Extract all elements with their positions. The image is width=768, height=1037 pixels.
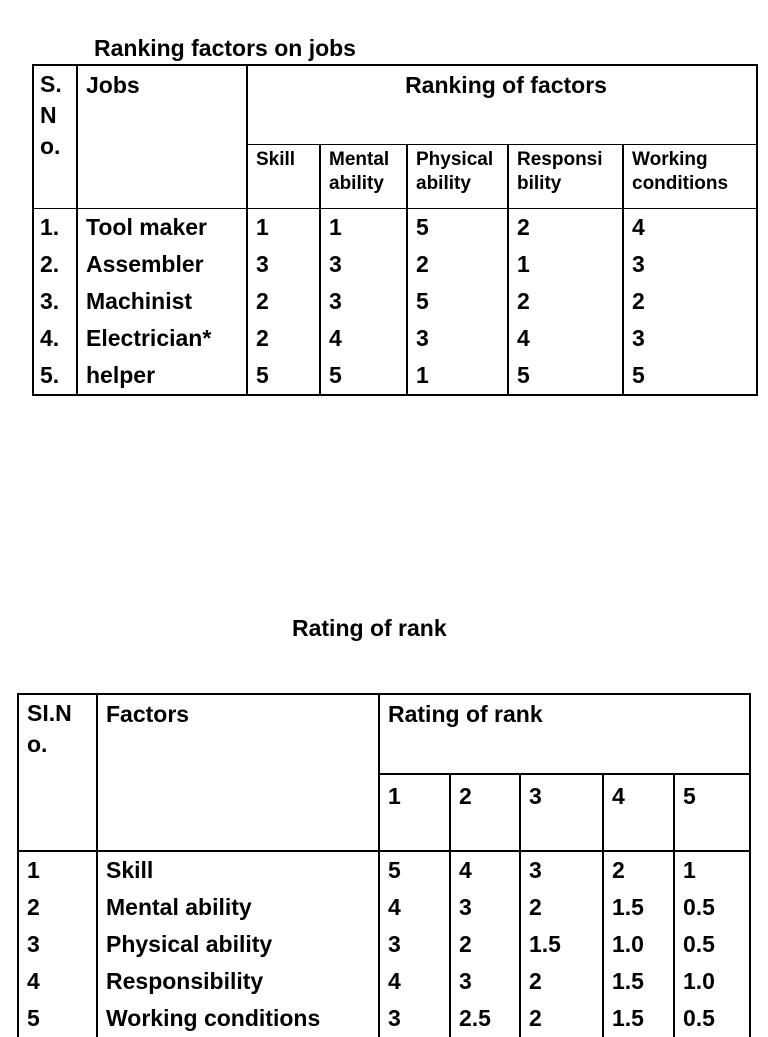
row-factor: Working conditions [97, 1000, 379, 1037]
row-factor: Skill [97, 851, 379, 889]
rating-of-rank-table [17, 693, 751, 1037]
row-sno: 2. [40, 251, 60, 277]
row-value: 4 [623, 209, 757, 247]
row-value: 3 [320, 246, 407, 283]
row-factor: Mental ability [97, 889, 379, 926]
row-value: 2 [508, 209, 623, 247]
sno-header [33, 65, 77, 209]
row-value: 0.5 [674, 926, 750, 963]
row-value: 2 [520, 1000, 603, 1037]
factors-header: Factors [97, 694, 379, 851]
slno-header [18, 694, 97, 851]
row-sno: 5. [40, 362, 60, 388]
table-row [18, 963, 750, 1000]
rank-header-2: 2 [450, 774, 520, 851]
row-value: 4 [508, 320, 623, 357]
jobs-header: Jobs [77, 65, 247, 209]
row-value: 3 [320, 283, 407, 320]
row-value: 2 [520, 889, 603, 926]
table-row [33, 357, 757, 395]
row-value: 2 [247, 283, 320, 320]
row-job: helper [77, 357, 247, 395]
row-sno: 4 [27, 968, 40, 994]
row-value: 3 [247, 246, 320, 283]
ranking-factors-title: Ranking factors on jobs [94, 35, 356, 61]
row-sno: 5 [27, 1005, 40, 1031]
sno-header-label: S. N o. [40, 71, 62, 159]
factor-header-physical-ability: Physical ability [407, 145, 508, 209]
row-value: 0.5 [674, 1000, 750, 1037]
rank-header-4: 4 [603, 774, 674, 851]
table-row [33, 320, 757, 357]
row-value: 1 [508, 246, 623, 283]
ranking-of-factors-header: Ranking of factors [247, 65, 757, 145]
row-value: 2 [450, 926, 520, 963]
row-value: 2 [407, 246, 508, 283]
row-factor: Physical ability [97, 926, 379, 963]
row-value: 0.5 [674, 889, 750, 926]
row-value: 3 [520, 851, 603, 889]
row-value: 1.5 [520, 926, 603, 963]
row-value: 2 [603, 851, 674, 889]
row-value: 1.0 [603, 926, 674, 963]
row-value: 5 [508, 357, 623, 395]
row-value: 5 [379, 851, 450, 889]
row-factor: Responsibility [97, 963, 379, 1000]
table-row [33, 209, 757, 247]
row-value: 4 [379, 963, 450, 1000]
row-value: 3 [379, 926, 450, 963]
factor-header-working-conditions: Working conditions [623, 145, 757, 209]
table-row [18, 889, 750, 926]
table-row [18, 926, 750, 963]
row-value: 2 [623, 283, 757, 320]
rating-of-rank-header: Rating of rank [379, 694, 750, 774]
row-sno: 3 [27, 931, 40, 957]
row-value: 3 [623, 246, 757, 283]
rating-of-rank-title: Rating of rank [292, 615, 447, 641]
row-value: 2 [247, 320, 320, 357]
row-sno: 4. [40, 325, 60, 351]
row-value: 3 [379, 1000, 450, 1037]
factor-header-skill: Skill [247, 145, 320, 209]
row-job: Assembler [77, 246, 247, 283]
factor-header-responsibility: Responsi bility [508, 145, 623, 209]
row-value: 5 [407, 283, 508, 320]
row-value: 2 [508, 283, 623, 320]
row-job: Machinist [77, 283, 247, 320]
rank-header-5: 5 [674, 774, 750, 851]
row-sno: 3. [40, 288, 60, 314]
row-value: 1.5 [603, 1000, 674, 1037]
row-value: 1.5 [603, 889, 674, 926]
row-value: 1 [247, 209, 320, 247]
row-value: 1 [407, 357, 508, 395]
table-row [18, 851, 750, 889]
row-value: 1.0 [674, 963, 750, 1000]
row-value: 2.5 [450, 1000, 520, 1037]
row-value: 4 [320, 320, 407, 357]
row-job: Electrician* [77, 320, 247, 357]
row-value: 2 [520, 963, 603, 1000]
row-value: 3 [407, 320, 508, 357]
row-value: 3 [450, 963, 520, 1000]
table-row [18, 1000, 750, 1037]
row-job: Tool maker [77, 209, 247, 247]
rank-header-1: 1 [379, 774, 450, 851]
rank-header-3: 3 [520, 774, 603, 851]
row-value: 5 [247, 357, 320, 395]
row-value: 4 [450, 851, 520, 889]
row-sno: 2 [27, 894, 40, 920]
row-sno: 1 [18, 851, 97, 889]
slno-header-label: SI.N o. [27, 700, 72, 757]
row-value: 4 [379, 889, 450, 926]
table-row [33, 246, 757, 283]
row-value: 5 [407, 209, 508, 247]
row-value: 3 [623, 320, 757, 357]
row-value: 5 [623, 357, 757, 395]
table-row [33, 283, 757, 320]
row-value: 5 [320, 357, 407, 395]
row-value: 3 [450, 889, 520, 926]
row-value: 1 [674, 851, 750, 889]
row-value: 1.5 [603, 963, 674, 1000]
ranking-factors-table [32, 64, 758, 396]
factor-header-mental-ability: Mental ability [320, 145, 407, 209]
row-sno: 1. [33, 209, 77, 247]
row-value: 1 [320, 209, 407, 247]
